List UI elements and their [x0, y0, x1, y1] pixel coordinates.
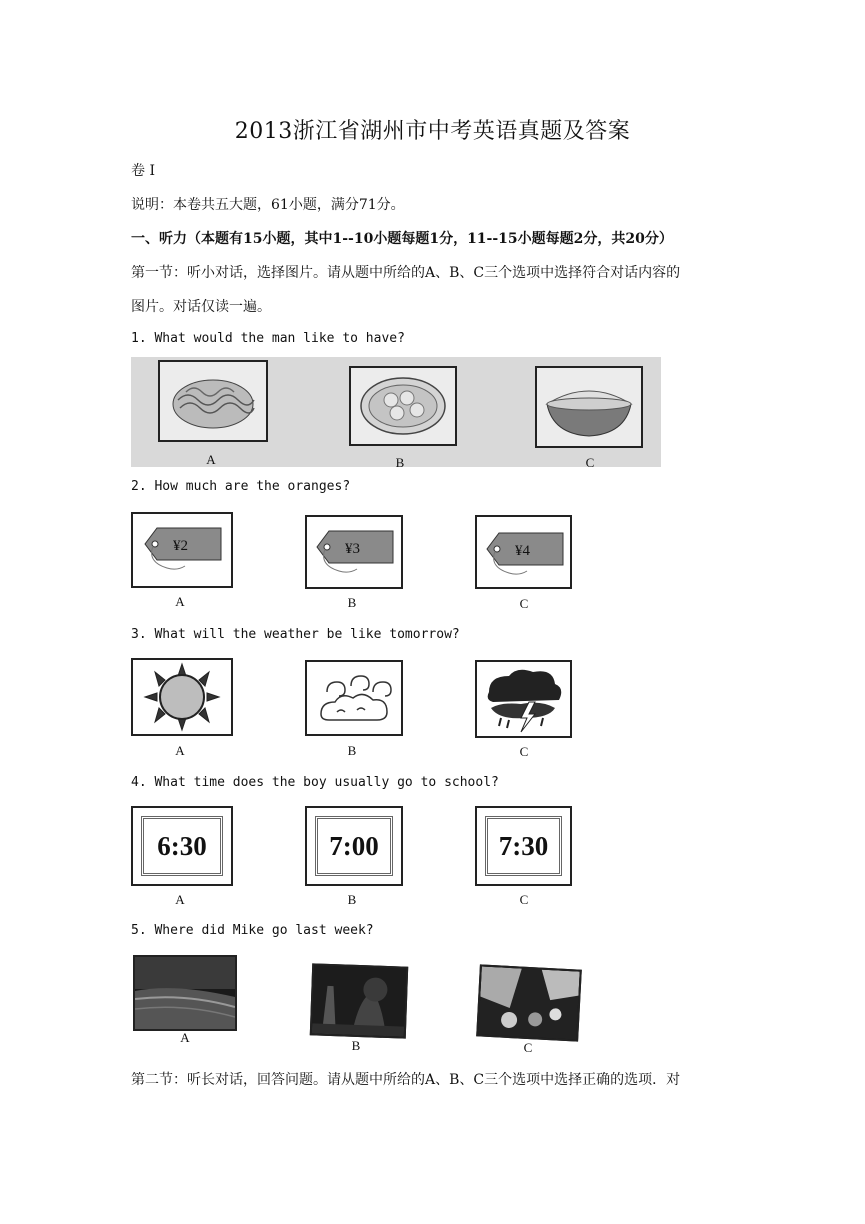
q3-label-c: C — [519, 744, 529, 759]
q2-option-b-price-tag — [305, 515, 403, 589]
q1-label-b: B — [395, 455, 405, 470]
q2-tag-c-text: ¥4 — [515, 543, 530, 559]
section1-heading: 一、听力（本题有15小题，其中1--10小题每题1分，11--15小题每题2分，共20分） — [131, 231, 673, 247]
q1-option-c-rice-image — [535, 366, 643, 448]
q3-label-b: B — [347, 743, 357, 758]
part1-instruction-line1: 第一节：听小对话，选择图片。请从题中所给的A、B、C三个选项中选择符合对话内容的 — [131, 265, 681, 281]
q1-option-b-dumplings-image — [349, 366, 457, 446]
part2-instruction-line1: 第二节：听长对话，回答问题。请从题中所给的A、B、C三个选项中选择正确的选项．对 — [131, 1072, 681, 1088]
question-2: 2. How much are the oranges? — [131, 479, 351, 494]
q4-time-b: 7:00 — [315, 816, 393, 876]
question-3: 3. What will the weather be like tomorrow? — [131, 627, 460, 642]
question-5: 5. Where did Mike go last week? — [131, 923, 374, 938]
q5-label-b: B — [351, 1038, 361, 1053]
q2-label-a: A — [175, 594, 185, 609]
q4-option-b-clock — [305, 806, 403, 886]
q3-label-a: A — [175, 743, 185, 758]
q5-option-b-photo — [310, 963, 408, 1038]
q4-time-a: 6:30 — [141, 816, 223, 876]
q2-label-b: B — [347, 595, 357, 610]
q5-label-a: A — [180, 1030, 190, 1045]
q5-option-a-photo — [133, 955, 237, 1031]
q4-option-c-clock — [475, 806, 572, 886]
q4-label-a: A — [175, 892, 185, 907]
q3-option-c-storm-icon — [475, 660, 572, 738]
q4-label-c: C — [519, 892, 529, 907]
q4-label-b: B — [347, 892, 357, 907]
q2-option-c-price-tag — [475, 515, 572, 589]
page-title: 2013浙江省湖州市中考英语真题及答案 — [234, 119, 631, 144]
q5-label-c: C — [523, 1040, 533, 1055]
instructions: 说明：本卷共五大题，61小题，满分71分。 — [131, 197, 405, 213]
q3-option-b-cloudy-icon — [305, 660, 403, 736]
q2-tag-b-text: ¥3 — [345, 541, 360, 557]
question-4: 4. What time does the boy usually go to school? — [131, 775, 499, 790]
paper-label: 卷 I — [131, 163, 155, 179]
q2-tag-a-text: ¥2 — [173, 538, 188, 554]
q4-option-a-clock — [131, 806, 233, 886]
q1-label-c: C — [585, 455, 595, 470]
q1-option-a-noodles-image — [158, 360, 268, 442]
q2-option-a-price-tag — [131, 512, 233, 588]
q5-option-c-photo — [476, 964, 582, 1041]
q1-label-a: A — [206, 452, 216, 467]
q3-option-a-sun-icon — [131, 658, 233, 736]
question-1: 1. What would the man like to have? — [131, 331, 405, 346]
q2-label-c: C — [519, 596, 529, 611]
q4-time-c: 7:30 — [485, 816, 562, 876]
part1-instruction-line2: 图片。对话仅读一遍。 — [131, 299, 271, 315]
